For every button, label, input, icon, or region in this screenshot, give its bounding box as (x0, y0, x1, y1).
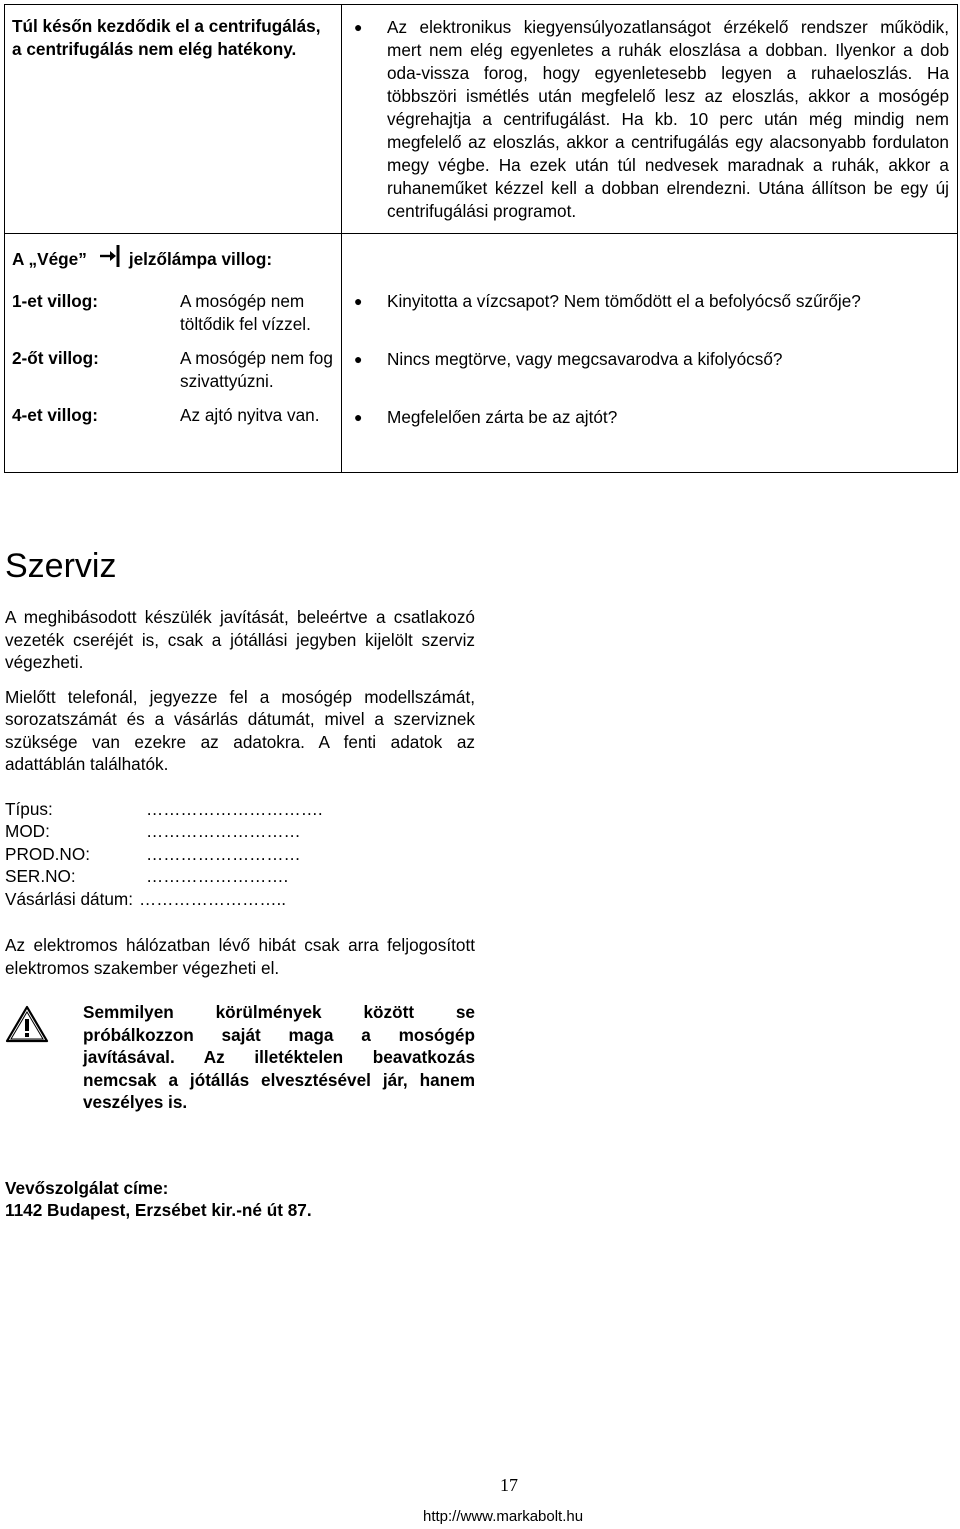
check-text: Kinyitotta a vízcsapot? Nem tömődött el a befolyócső szűrője? (387, 291, 861, 311)
end-light-heading-suffix: jelzőlámpa villog: (128, 248, 273, 269)
list-item (352, 16, 949, 223)
solution-text: Az elektronikus kiegyensúlyozatlanságot érzékelő rendszer működik, mert nem elég egyenletes a ruhák eloszlása a dobban. Ilyenkor a dob oda-vissza forog, hogy egyenletesebb legyen a ruhaeloszlás. Ha többszöri ismétlés után megfelelő lesz az eloszlás, akkor a mosógép végrehajtja a centrifugálást. Ha kb. 10 perc után még mindig nem megfelelő az eloszlás, akkor a centrifugálás egy alacsonyabb fordulaton megy végbe. Ha ezek után túl nedvesek maradnak a ruhák, akkor a ruhaneműket kézzel kell a dobban elrendezni. Utána állítson be egy új centrifugálási programot. (387, 17, 949, 221)
field-ser-no (5, 865, 475, 888)
field-label: SER.NO: (5, 866, 76, 886)
blink-description: Az ajtó nyitva van. (180, 405, 320, 425)
product-data-fields (5, 798, 475, 911)
field-label: PROD.NO: (5, 843, 90, 864)
service-paragraph-2: Mielőtt telefonál, jegyezze fel a mosógép modellszámát, sorozatszámát és a vásárlás dátumát, mivel a szerviznek szüksége van ezekre az adatokra. A fenti adatok az adattáblán találhatók. (5, 686, 475, 774)
field-type (5, 798, 475, 821)
blink-code-2 (12, 347, 334, 393)
table-row (5, 5, 958, 234)
bullet-icon: ● (354, 351, 363, 367)
service-paragraph-1: A meghibásodott készülék javítását, beleértve a csatlakozó vezeték cseréjét is, csak a jótállási jegyben kijelölt szerviz végezheti. (5, 607, 475, 672)
address-text: 1142 Budapest, Erzsébet kir.-né út 87. (5, 1200, 312, 1220)
blink-description: A mosógép nem fog szivattyúzni. (180, 348, 333, 391)
field-blank: ……………………… (146, 843, 301, 864)
end-arrow-icon (99, 244, 121, 274)
warning-block (5, 1001, 475, 1114)
address-label: Vevőszolgálat címe: (5, 1177, 169, 1198)
checks-cell (342, 234, 958, 473)
field-blank: ……………………. (146, 866, 289, 886)
blink-code-4 (12, 404, 334, 427)
blink-codes-cell (5, 234, 342, 473)
blink-label: 2-őt villog: (12, 348, 99, 368)
troubleshooting-table (4, 4, 958, 473)
field-label: MOD: (5, 821, 50, 841)
list-item (352, 406, 949, 464)
blink-description: A mosógép nem töltődik fel vízzel. (180, 291, 311, 334)
bullet-icon: ● (354, 409, 363, 425)
warning-triangle-icon (5, 1001, 83, 1114)
solution-cell (342, 5, 958, 234)
field-label: Típus: (5, 798, 53, 819)
blink-label: 4-et villog: (12, 405, 98, 425)
field-label: Vásárlási dátum: (5, 888, 134, 909)
warning-text: Semmilyen körülmények között se próbálkozzon saját maga a mosógép javításával. Az illetéktelen beavatkozás nemcsak a jótállás elvesztésével jár, hanem veszélyes is. (83, 1002, 475, 1112)
blink-label: 1-et villog: (12, 291, 98, 311)
customer-service-address (5, 1177, 475, 1222)
field-prod-no (5, 843, 475, 866)
problem-cell (5, 5, 342, 234)
list-item (352, 290, 949, 348)
field-purchase-date (5, 888, 475, 911)
end-light-heading (12, 246, 334, 272)
blink-code-1 (12, 290, 334, 336)
service-paragraph-3: Az elektromos hálózatban lévő hibát csak arra feljogosított elektromos szakember végezheti el. (5, 935, 475, 978)
section-title: Szerviz (5, 547, 117, 585)
field-mod (5, 820, 475, 843)
page-number: 17 (500, 1475, 518, 1495)
service-section (5, 546, 475, 1222)
check-text: Nincs megtörve, vagy megcsavarodva a kifolyócső? (387, 349, 783, 369)
field-blank: ……………………… (146, 821, 301, 841)
bullet-icon: ● (354, 293, 363, 309)
table-row (5, 234, 958, 473)
check-text: Megfelelően zárta be az ajtót? (387, 407, 618, 427)
footer-url[interactable]: http://www.markabolt.hu (423, 1508, 584, 1525)
field-blank: …………………………. (146, 798, 323, 819)
field-blank: …………………….. (139, 888, 287, 909)
bullet-icon: ● (354, 19, 363, 35)
list-item (352, 348, 949, 406)
end-light-heading-prefix: A „Vége” (12, 248, 87, 269)
problem-text: Túl későn kezdődik el a centrifugálás, a centrifugálás nem elég hatékony. (12, 16, 321, 59)
